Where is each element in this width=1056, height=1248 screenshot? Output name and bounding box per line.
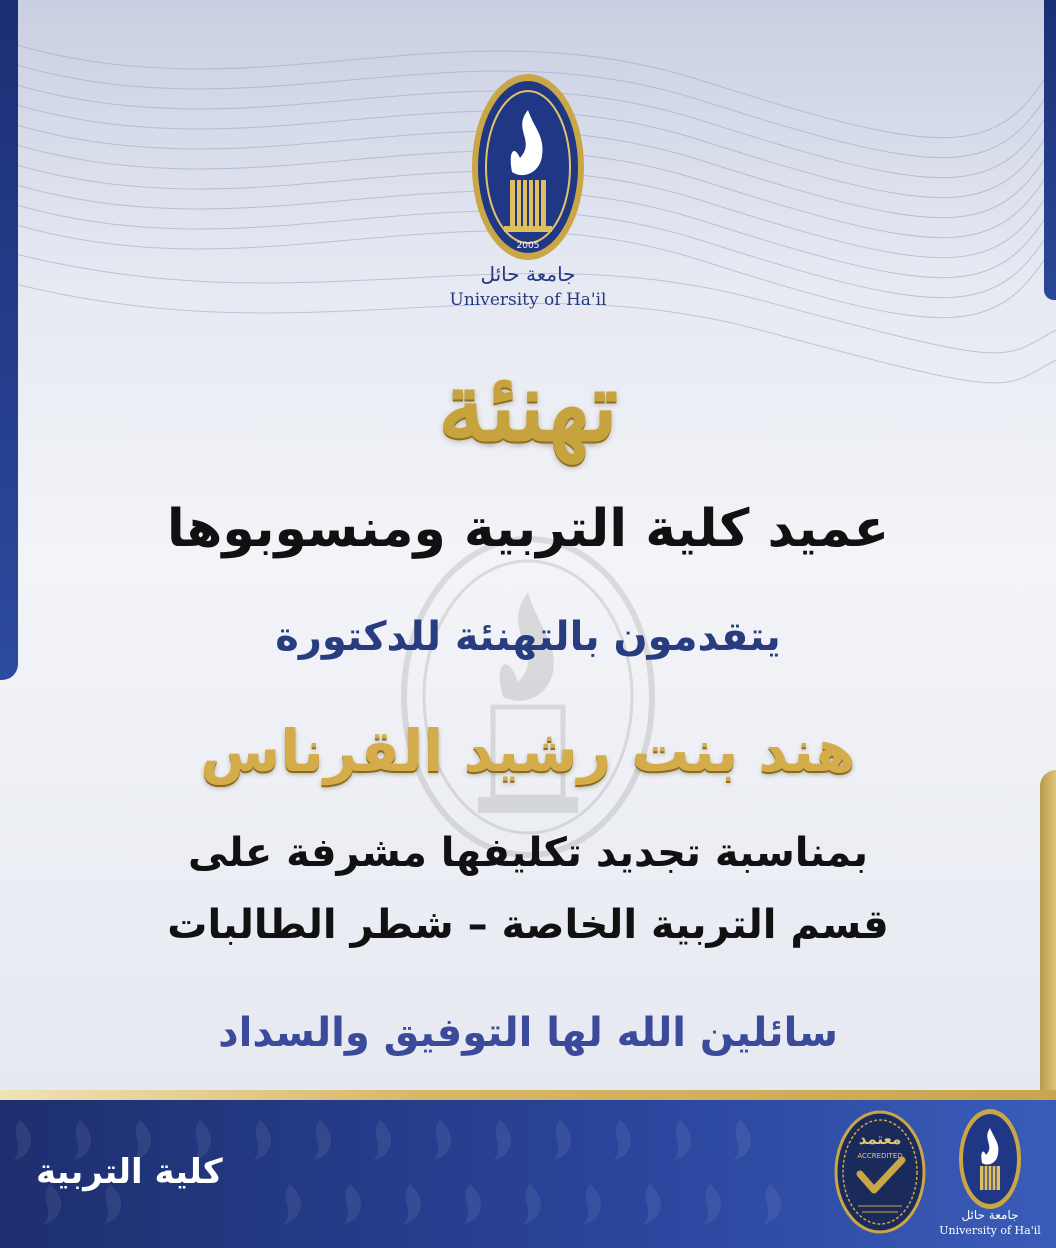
footer-university-seal-icon	[958, 1108, 1022, 1210]
department-line: قسم التربية الخاصة – شطر الطالبات	[167, 902, 889, 948]
accredited-arabic: معتمد	[858, 1130, 902, 1148]
accredited-english: ACCREDITED	[857, 1152, 903, 1160]
left-navy-bar	[0, 0, 18, 680]
college-name: كلية التربية	[36, 1152, 223, 1192]
honoree-name: هند بنت رشيد القرناس	[200, 717, 856, 785]
university-name-arabic: جامعة حائل	[480, 262, 576, 286]
footer-university-arabic: جامعة حائل	[961, 1208, 1019, 1222]
occasion-line: بمناسبة تجديد تكليفها مشرفة على	[188, 830, 868, 876]
right-navy-bar	[1044, 0, 1056, 300]
wishes-line: سائلين الله لها التوفيق والسداد	[218, 1010, 838, 1056]
university-seal-icon	[470, 72, 586, 262]
watermark-seal-icon	[398, 532, 658, 862]
right-gold-bar	[1040, 770, 1056, 1100]
accredited-badge-icon	[834, 1110, 926, 1234]
footer-university-english: University of Ha'il	[939, 1224, 1041, 1237]
dean-line: عميد كلية التربية ومنسوبوها	[166, 499, 890, 559]
title-calligraphy: تهنئة	[437, 350, 619, 463]
congratulate-line: يتقدمون بالتهنئة للدكتورة	[275, 614, 781, 660]
university-name-english: University of Ha'il	[449, 290, 607, 310]
footer-gold-divider	[0, 1090, 1056, 1100]
seal-year: 2005	[516, 241, 540, 251]
